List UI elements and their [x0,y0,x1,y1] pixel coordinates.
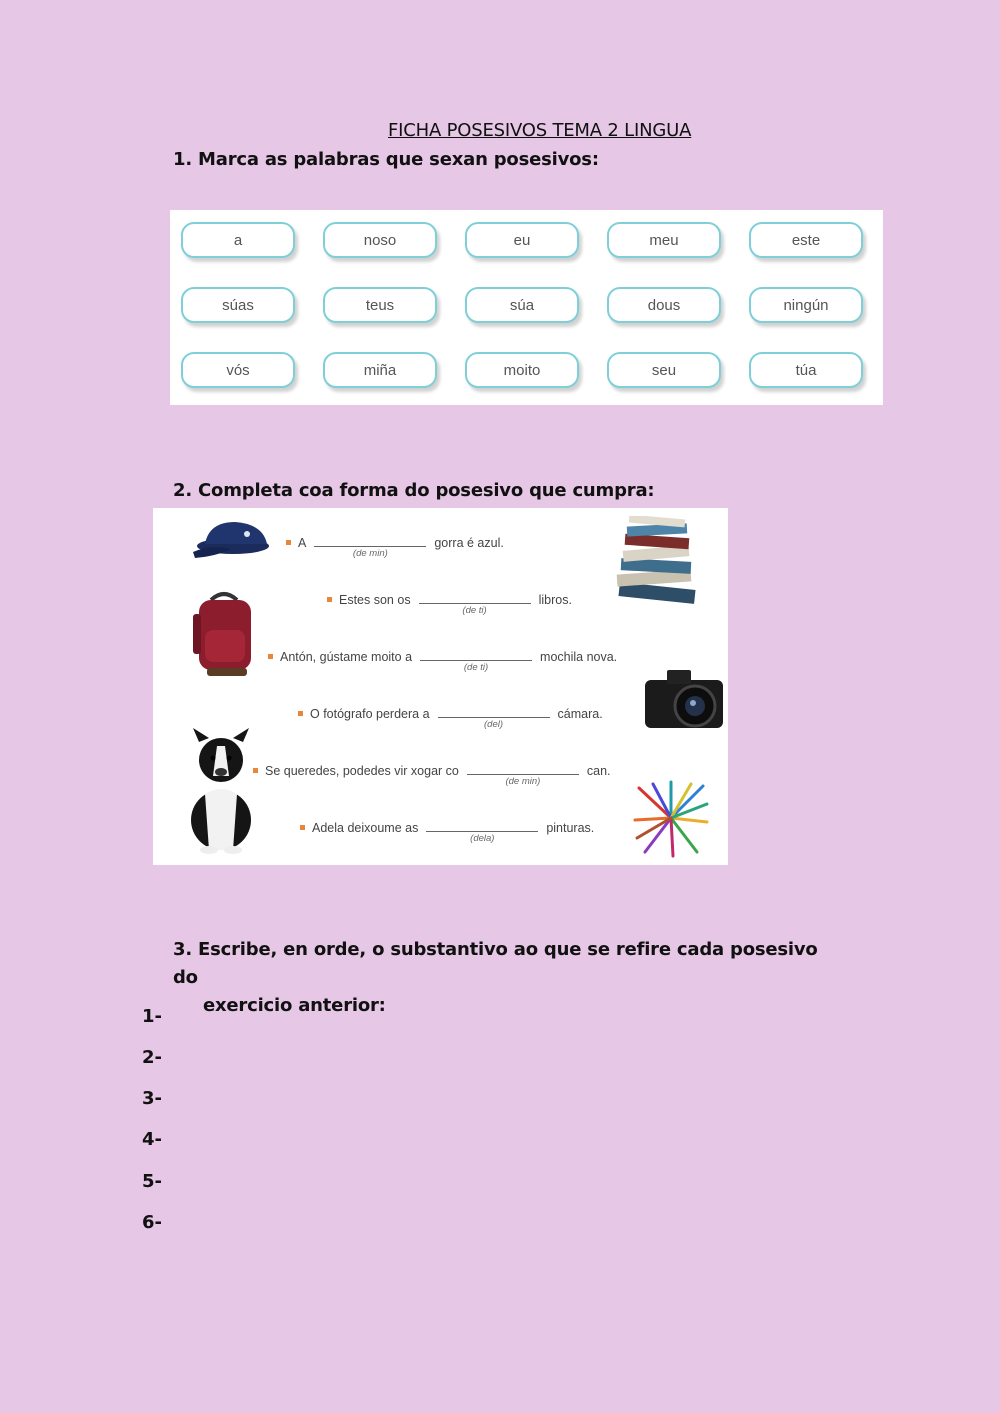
word-chip[interactable]: a [181,222,295,258]
answer-number: 5- [142,1171,162,1192]
answer-number: 1- [142,1006,162,1027]
bullet [268,654,273,659]
sentence-text: Estes son os [339,593,411,607]
sentence-text: mochila nova. [540,650,618,664]
word-chip[interactable]: seu [607,352,721,388]
answer-blank[interactable] [426,819,538,844]
worksheet-title: FICHA POSESIVOS TEMA 2 LINGUA [388,120,692,141]
word-chip[interactable]: meu [607,222,721,258]
fill-in-panel [153,508,728,865]
word-chip[interactable]: dous [607,287,721,323]
sentence-text: O fotógrafo perdera a [310,707,430,721]
sentence-text: gorra é azul. [434,536,504,550]
sentence-1 [286,534,504,559]
word-chip[interactable]: moito [465,352,579,388]
sentence-4 [298,705,603,730]
cap-picture [191,516,271,564]
heading-line: 3. Escribe, en orde, o substantivo ao que se refire cada posesivo do [173,939,818,988]
books-picture [611,516,703,606]
hint-text: (dela) [470,833,495,844]
pencils-picture [631,778,711,858]
sentence-text: Antón, gústame moito a [280,650,413,664]
answer-number: 6- [142,1212,162,1233]
bullet [300,825,305,830]
answer-blank[interactable] [467,762,579,787]
answer-blank[interactable] [420,648,532,673]
heading-line: exercicio anterior: [203,995,386,1016]
answer-number: 3- [142,1088,162,1109]
exercise-2-heading: 2. Completa coa forma do posesivo que cumpra: [173,480,655,501]
answer-blank[interactable] [314,534,426,559]
hint-text: (de min) [505,776,541,787]
camera-picture [641,666,727,732]
word-chip[interactable]: súa [465,287,579,323]
bullet [298,711,303,716]
word-chip[interactable]: miña [323,352,437,388]
answer-number: 4- [142,1129,162,1150]
sentence-6 [300,819,595,844]
hint-text: (de ti) [462,605,487,616]
word-chip[interactable]: este [749,222,863,258]
word-chip[interactable]: eu [465,222,579,258]
sentence-text: libros. [538,593,572,607]
dog-picture [175,724,267,854]
sentence-3 [268,648,618,673]
word-chip[interactable]: súas [181,287,295,323]
sentence-text: cámara. [557,707,603,721]
sentence-text: Adela deixoume as [312,821,419,835]
bullet [286,540,291,545]
hint-text: (del) [484,719,504,730]
sentence-text: can. [586,764,611,778]
hint-text: (de ti) [463,662,489,673]
word-chip-panel [170,210,883,405]
exercise-3-heading [173,936,823,1020]
backpack-picture [189,590,259,680]
word-chip[interactable]: túa [749,352,863,388]
sentence-text: A [298,536,307,550]
answer-blank[interactable] [419,591,531,616]
word-chip[interactable]: vós [181,352,295,388]
sentence-5 [253,762,611,787]
sentence-text: Se queredes, podedes vir xogar co [265,764,459,778]
hint-text: (de min) [352,548,388,559]
bullet [253,768,258,773]
word-chip[interactable]: teus [323,287,437,323]
sentence-2 [327,591,572,616]
bullet [327,597,332,602]
word-chip[interactable]: noso [323,222,437,258]
exercise-1-heading: 1. Marca as palabras que sexan posesivos: [173,149,599,170]
word-chip[interactable]: ningún [749,287,863,323]
answer-number: 2- [142,1047,162,1068]
answer-blank[interactable] [438,705,550,730]
sentence-text: pinturas. [546,821,595,835]
